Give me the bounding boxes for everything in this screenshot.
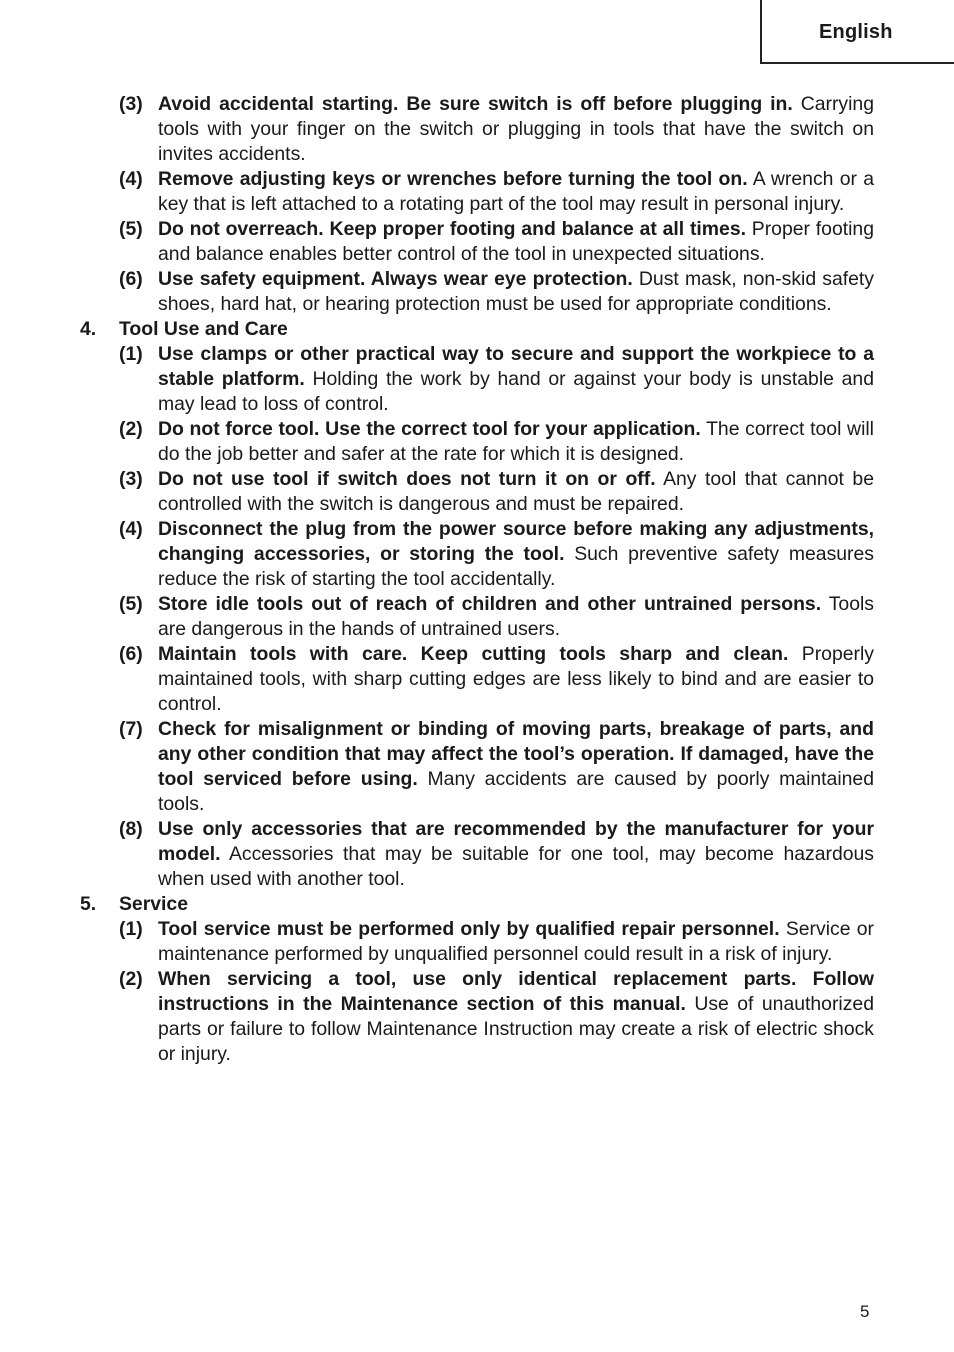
item-text — [158, 342, 874, 417]
item-body: Properly maintained tools, with sharp cutting edges are less likely to bind and are easier to control. — [158, 643, 874, 715]
item-heading: Use only accessories that are recommended by the manufacturer for your model. — [158, 818, 874, 865]
item-text — [158, 467, 874, 517]
item-body: A wrench or a key that is left attached to a rotating part of the tool may result in personal injury. — [158, 168, 874, 215]
item-body: Many accidents are caused by poorly maintained tools. — [158, 768, 874, 815]
item-heading: Do not force tool. Use the correct tool for your application. — [158, 418, 701, 440]
section-title: Tool Use and Care — [119, 318, 288, 340]
item-heading: Disconnect the plug from the power source before making any adjustments, changing accessories, or storing the tool. — [158, 518, 874, 565]
item-number: (4) — [119, 168, 143, 190]
item-heading: Avoid accidental starting. Be sure switch is off before plugging in. — [158, 93, 793, 115]
item-heading: Check for misalignment or binding of moving parts, breakage of parts, and any other condition that may affect the tool’s operation. If damaged, have the tool serviced before using. — [158, 718, 874, 790]
instruction-item — [80, 642, 874, 717]
instruction-item — [80, 517, 874, 592]
instruction-item — [80, 342, 874, 417]
item-text — [158, 92, 874, 167]
item-text — [158, 167, 874, 217]
instruction-item — [80, 417, 874, 467]
section-heading — [80, 892, 874, 917]
item-text — [158, 217, 874, 267]
item-body: Accessories that may be suitable for one tool, may become hazardous when used with another tool. — [158, 843, 874, 890]
instruction-item — [80, 92, 874, 167]
item-body: Use of unauthorized parts or failure to follow Maintenance Instruction may create a risk of electric shock or injury. — [158, 993, 874, 1065]
section-number: 4. — [80, 318, 97, 340]
instruction-item — [80, 817, 874, 892]
language-tab — [760, 0, 954, 64]
item-heading: Use clamps or other practical way to secure and support the workpiece to a stable platform. — [158, 343, 874, 390]
instruction-item — [80, 267, 874, 317]
item-heading: Remove adjusting keys or wrenches before turning the tool on. — [158, 168, 748, 190]
item-heading: Store idle tools out of reach of children and other untrained persons. — [158, 593, 822, 615]
item-number: (7) — [119, 718, 143, 740]
item-heading: Do not overreach. Keep proper footing and balance at all times. — [158, 218, 746, 240]
item-text — [158, 592, 874, 642]
item-number: (2) — [119, 968, 143, 990]
item-text — [158, 717, 874, 817]
item-body: Such preventive safety measures reduce the risk of starting the tool accidentally. — [158, 543, 874, 590]
language-label: English — [819, 21, 893, 43]
item-body: Service or maintenance performed by unqualified personnel could result in a risk of injury. — [158, 918, 874, 965]
section-title: Service — [119, 893, 189, 915]
item-body: Holding the work by hand or against your body is unstable and may lead to loss of control. — [158, 368, 874, 415]
item-heading: Use safety equipment. Always wear eye protection. — [158, 268, 633, 290]
item-number: (3) — [119, 468, 143, 490]
item-text — [158, 817, 874, 892]
instruction-item — [80, 917, 874, 967]
item-heading: Maintain tools with care. Keep cutting tools sharp and clean. — [158, 643, 789, 665]
safety-instructions — [80, 92, 874, 1067]
item-text — [158, 917, 874, 967]
instruction-item — [80, 717, 874, 817]
item-number: (3) — [119, 93, 143, 115]
item-body: Dust mask, non-skid safety shoes, hard hat, or hearing protection must be used for appropriate conditions. — [158, 268, 874, 315]
instruction-item — [80, 467, 874, 517]
item-text — [158, 267, 874, 317]
section-heading — [80, 317, 874, 342]
item-text — [158, 417, 874, 467]
item-number: (1) — [119, 918, 143, 940]
item-heading: When servicing a tool, use only identical replacement parts. Follow instructions in the Maintenance section of this manual. — [158, 968, 874, 1015]
item-number: (4) — [119, 518, 143, 540]
item-heading: Do not use tool if switch does not turn it on or off. — [158, 468, 656, 490]
item-body: The correct tool will do the job better and safer at the rate for which it is designed. — [158, 418, 874, 465]
item-text — [158, 967, 874, 1067]
item-number: (5) — [119, 593, 143, 615]
section-number: 5. — [80, 893, 97, 915]
item-number: (2) — [119, 418, 143, 440]
instruction-item — [80, 217, 874, 267]
item-number: (6) — [119, 643, 143, 665]
instruction-item — [80, 592, 874, 642]
page-number: 5 — [860, 1302, 870, 1321]
item-body: Any tool that cannot be controlled with the switch is dangerous and must be repaired. — [158, 468, 874, 515]
item-body: Carrying tools with your finger on the switch or plugging in tools that have the switch on invites accidents. — [158, 93, 874, 165]
item-text — [158, 642, 874, 717]
item-number: (8) — [119, 818, 143, 840]
instruction-item — [80, 167, 874, 217]
item-heading: Tool service must be performed only by qualified repair personnel. — [158, 918, 780, 940]
instruction-item — [80, 967, 874, 1067]
item-number: (6) — [119, 268, 143, 290]
item-body: Tools are dangerous in the hands of untrained users. — [158, 593, 874, 640]
item-number: (5) — [119, 218, 143, 240]
item-text — [158, 517, 874, 592]
item-body: Proper footing and balance enables better control of the tool in unexpected situations. — [158, 218, 874, 265]
item-number: (1) — [119, 343, 143, 365]
